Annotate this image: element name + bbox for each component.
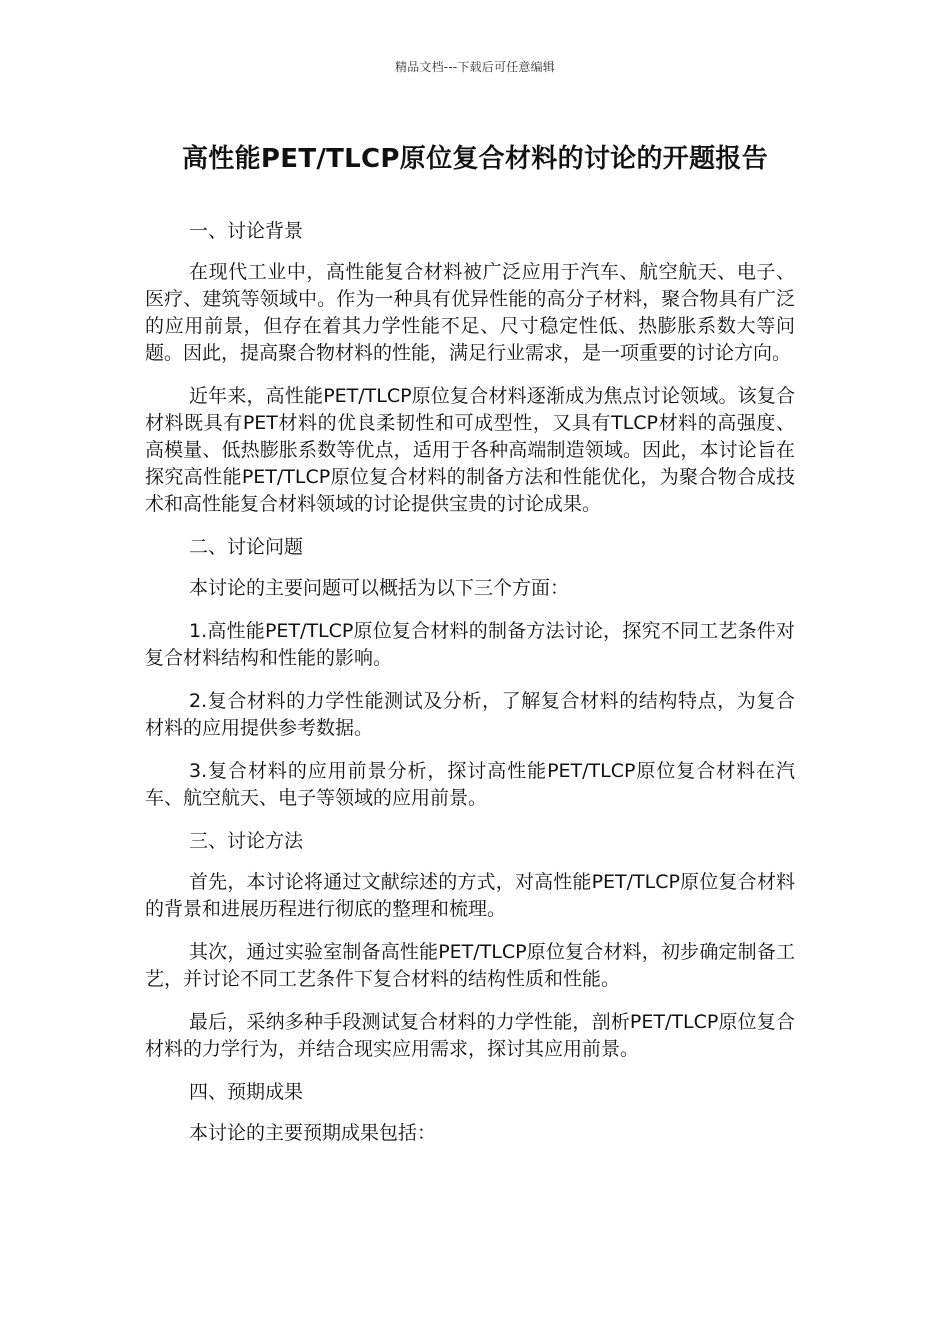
paragraph: 本讨论的主要预期成果包括：	[189, 1122, 437, 1144]
list-item: 2.复合材料的力学性能测试及分析，了解复合材料的结构特点，为复合材料的应用提供参考数据。	[145, 690, 795, 739]
list-item: 1.高性能PET/TLCP原位复合材料的制备方法讨论，探究不同工艺条件对复合材料结构和性能的影响。	[145, 620, 795, 669]
section-heading-problems: 二、讨论问题	[189, 536, 304, 558]
section-heading-methods: 三、讨论方法	[189, 830, 304, 852]
document-body	[145, 218, 795, 1163]
paragraph: 本讨论的主要问题可以概括为以下三个方面：	[189, 577, 570, 599]
paragraph: 最后，采纳多种手段测试复合材料的力学性能，剖析PET/TLCP原位复合材料的力学行为，并结合现实应用需求，探讨其应用前景。	[145, 1011, 795, 1060]
section-heading-expected-results: 四、预期成果	[189, 1081, 304, 1103]
paragraph: 在现代工业中，高性能复合材料被广泛应用于汽车、航空航天、电子、医疗、建筑等领域中。作为一种具有优异性能的高分子材料，聚合物具有广泛的应用前景，但存在着其力学性能不足、尺寸稳定性低、热膨胀系数大等问题。因此，提高聚合物材料的性能，满足行业需求，是一项重要的讨论方向。	[145, 261, 795, 364]
document-title: 高性能PET/TLCP原位复合材料的讨论的开题报告	[182, 144, 768, 174]
header-note: 精品文档---下载后可任意编辑	[395, 60, 555, 74]
list-item: 3.复合材料的应用前景分析，探讨高性能PET/TLCP原位复合材料在汽车、航空航天、电子等领域的应用前景。	[145, 760, 795, 809]
paragraph: 近年来，高性能PET/TLCP原位复合材料逐渐成为焦点讨论领域。该复合材料既具有PET材料的优良柔韧性和可成型性，又具有TLCP材料的高强度、高模量、低热膨胀系数等优点，适用于各种高端制造领域。因此，本讨论旨在探究高性能PET/TLCP原位复合材料的制备方法和性能优化，为聚合物合成技术和高性能复合材料领域的讨论提供宝贵的讨论成果。	[145, 385, 795, 515]
paragraph: 其次，通过实验室制备高性能PET/TLCP原位复合材料，初步确定制备工艺，并讨论不同工艺条件下复合材料的结构性质和性能。	[145, 941, 795, 990]
section-heading-background: 一、讨论背景	[189, 220, 304, 242]
paragraph: 首先，本讨论将通过文献综述的方式，对高性能PET/TLCP原位复合材料的背景和进展历程进行彻底的整理和梳理。	[145, 871, 795, 920]
